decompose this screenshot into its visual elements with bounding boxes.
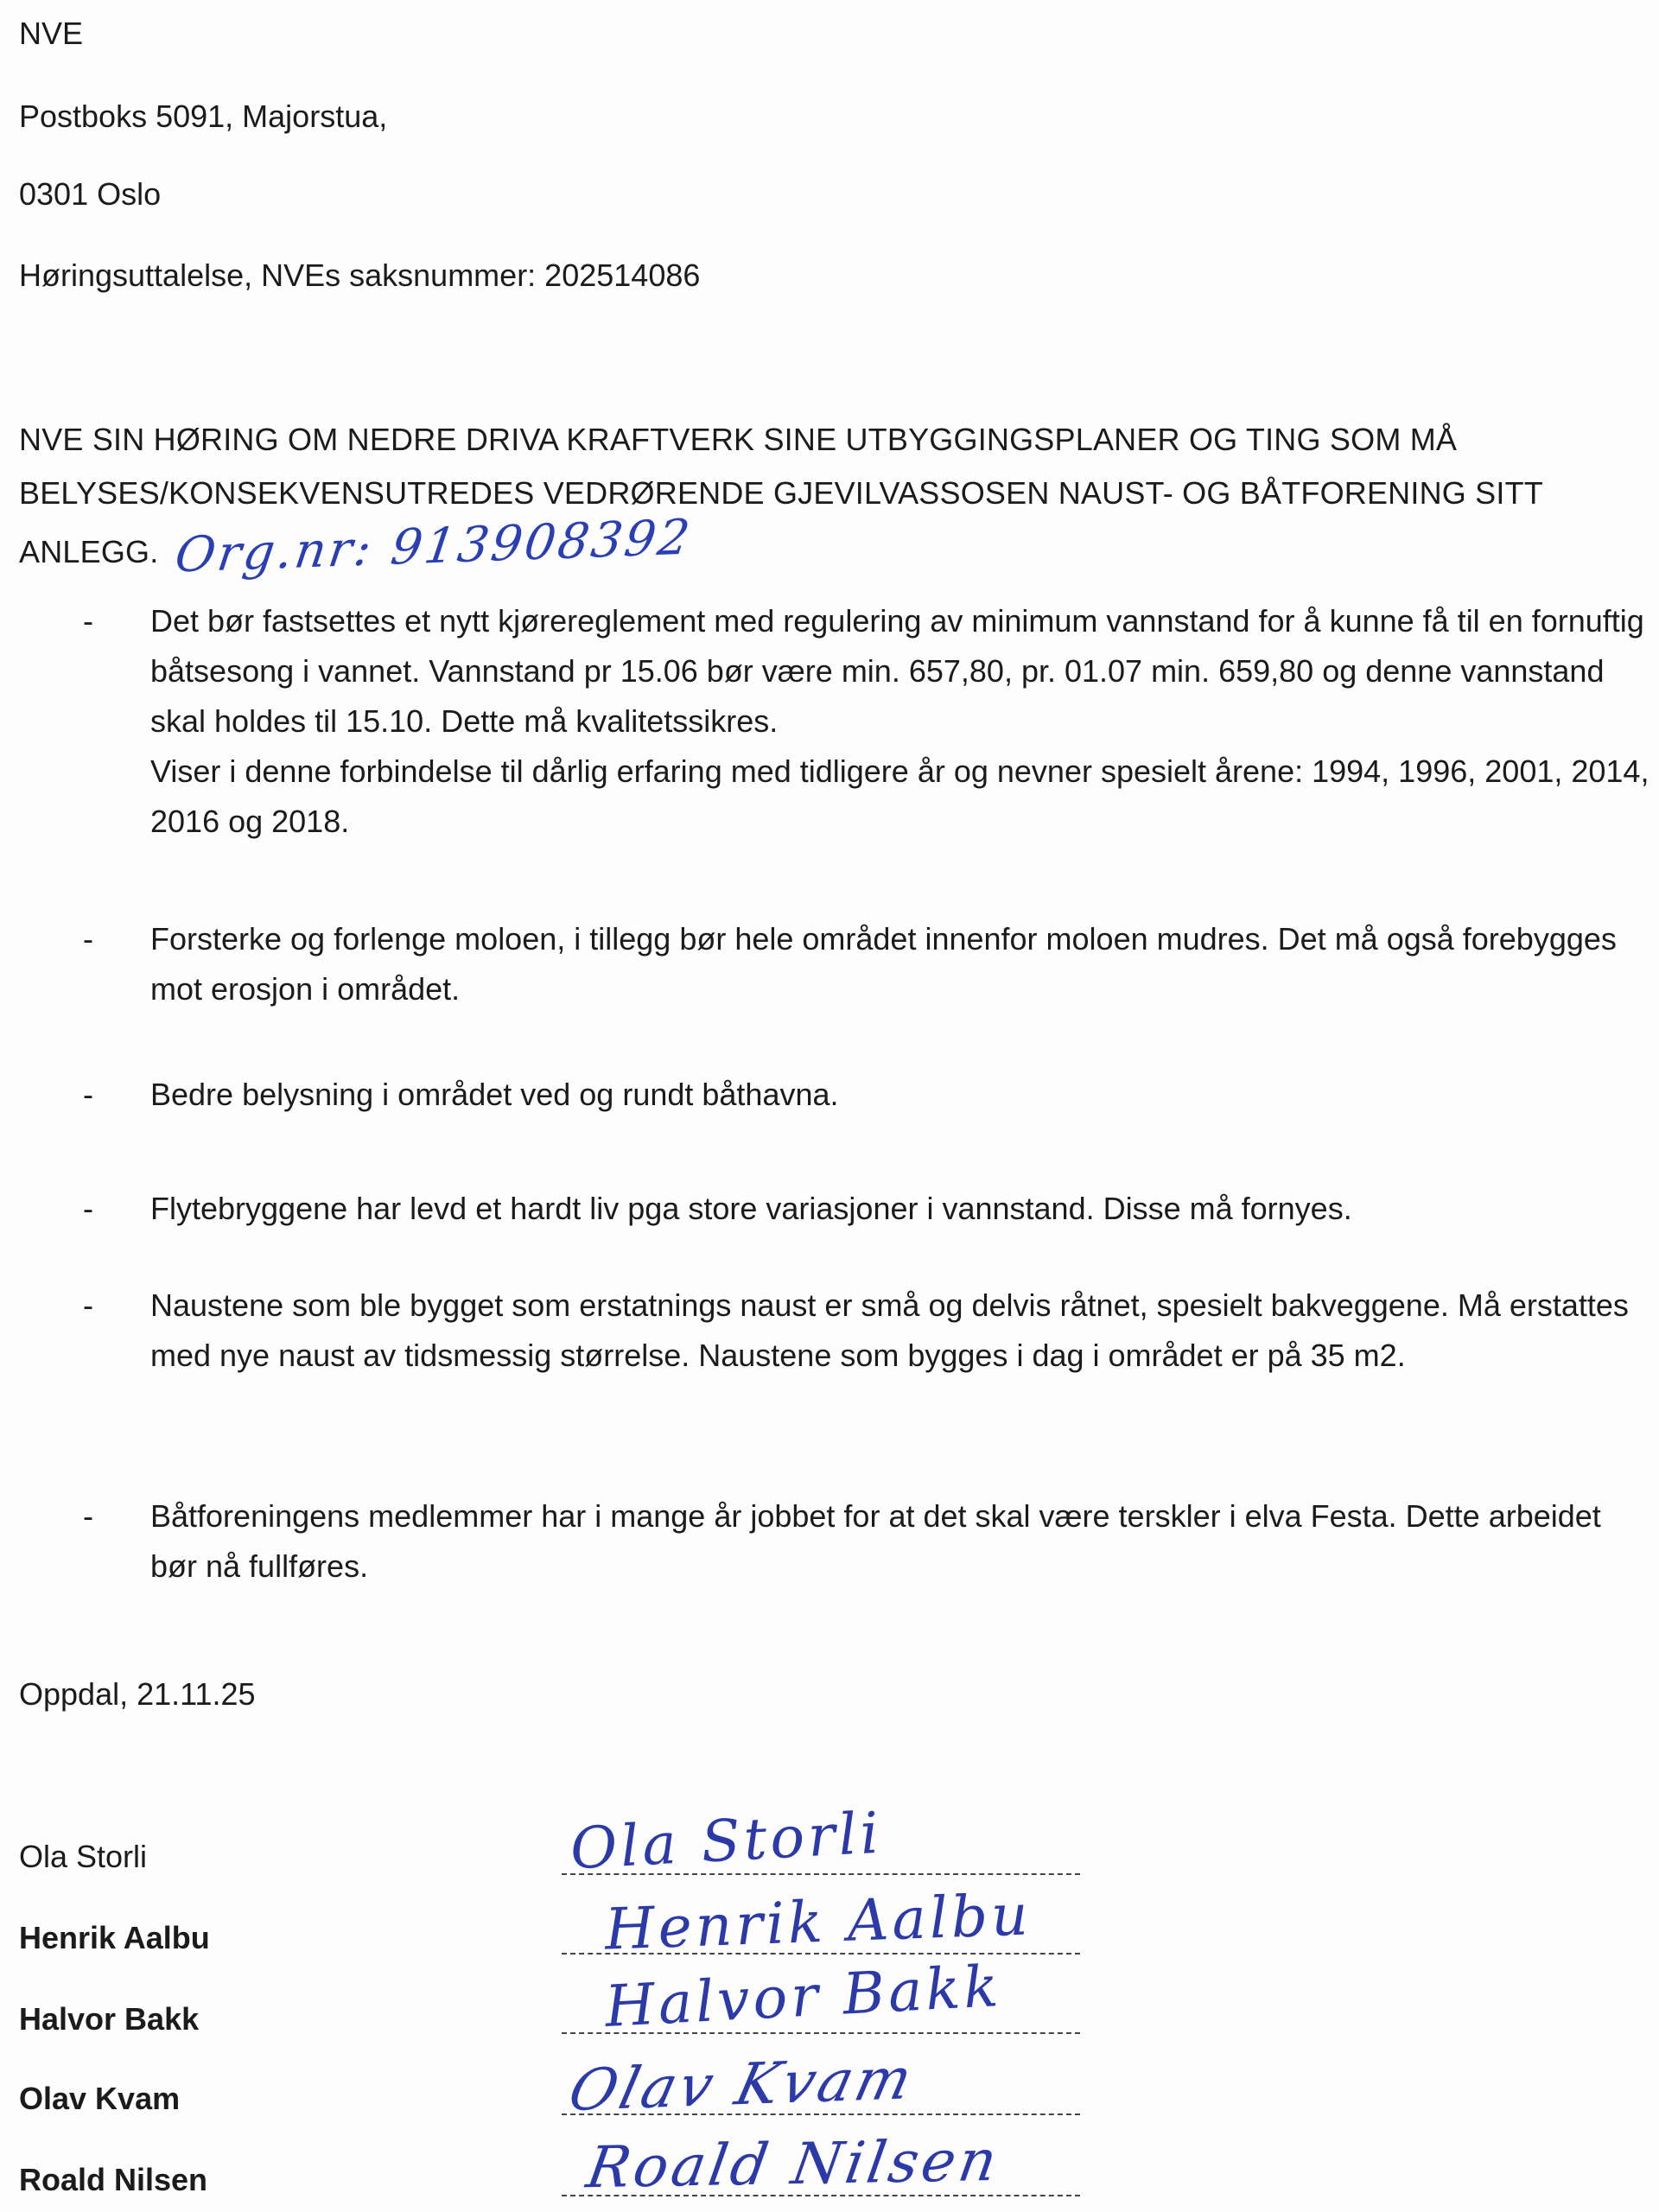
city: 0301 Oslo [19,176,162,212]
recipient: NVE [19,16,84,51]
signatory-name: Olav Kvam [19,2081,181,2116]
bullet-dash: - [83,603,93,639]
bullet-text: Bedre belysning i området ved og rundt båthavna. [150,1077,839,1112]
bullet-dash: - [83,921,93,957]
bullet-dash: - [83,1287,93,1323]
bullet-text: Båtforeningens medlemmer har i mange år jobbet for at det skal være terskler i elva Festa. Dette arbeidet bør nå fullføres. [150,1498,1601,1584]
bullet-dash: - [83,1498,93,1534]
handwritten-org-number: Org.nr: 913908392 [172,509,696,584]
postbox: Postboks 5091, Majorstua, [19,99,388,134]
bullet-text: Det bør fastsettes et nytt kjørereglement med regulering av minimum vannstand for å kunne få til en fornuftig båtsesong i vannet. Vannstand pr 15.06 bør være min. 657,80, pr. 01.07 min. 659,80 og denne vannstand skal holdes til 15.10. Dette må kvalitetssikres. [150,603,1644,739]
handwritten-signature: Roald Nilsen [582,2126,1005,2202]
signatory-name: Roald Nilsen [19,2162,208,2197]
bullet-text-extra: Viser i denne forbindelse til dårlig erfaring med tidligere år og nevner spesielt årene: 1994, 1996, 2001, 2014, 2016 og 2018. [150,753,1649,839]
bullet-text: Forsterke og forlenge moloen, i tillegg bør hele området innenfor moloen mudres. Det må også forebygges mot erosjon i området. [150,921,1617,1007]
signatory-name: Halvor Bakk [19,2001,200,2037]
bullet-text: Flytebryggene har levd et hardt liv pga store variasjoner i vannstand. Disse må fornyes. [150,1191,1352,1226]
title-text: NVE SIN HØRING OM NEDRE DRIVA KRAFTVERK SINE UTBYGGINGSPLANER OG TING SOM MÅ BELYSES/KONSEKVENSUTREDES VEDRØRENDE GJEVILVASSOSEN NAUST- OG BÅTFORENING SITT ANLEGG. [19,422,1543,569]
place-date: Oppdal, 21.11.25 [19,1676,256,1712]
case-reference: Høringsuttalelse, NVEs saksnummer: 202514086 [19,257,701,293]
handwritten-signature: Olav Kvam [563,2044,922,2125]
bullet-text: Naustene som ble bygget som erstatnings naust er små og delvis råtnet, spesielt bakveggene. Må erstattes med nye naust av tidsmessig størrelse. Naustene som bygges i dag i området er på 35 m2. [150,1287,1629,1373]
handwritten-signature: Ola Storli [569,1799,884,1883]
signatory-name: Henrik Aalbu [19,1920,210,1955]
bullet-dash: - [83,1077,93,1112]
handwritten-signature: Halvor Bakk [603,1953,1004,2040]
signatory-name: Ola Storli [19,1839,148,1874]
bullet-dash: - [83,1191,93,1226]
handwritten-signature: Henrik Aalbu [603,1881,1033,1963]
letter-title [19,413,1574,584]
